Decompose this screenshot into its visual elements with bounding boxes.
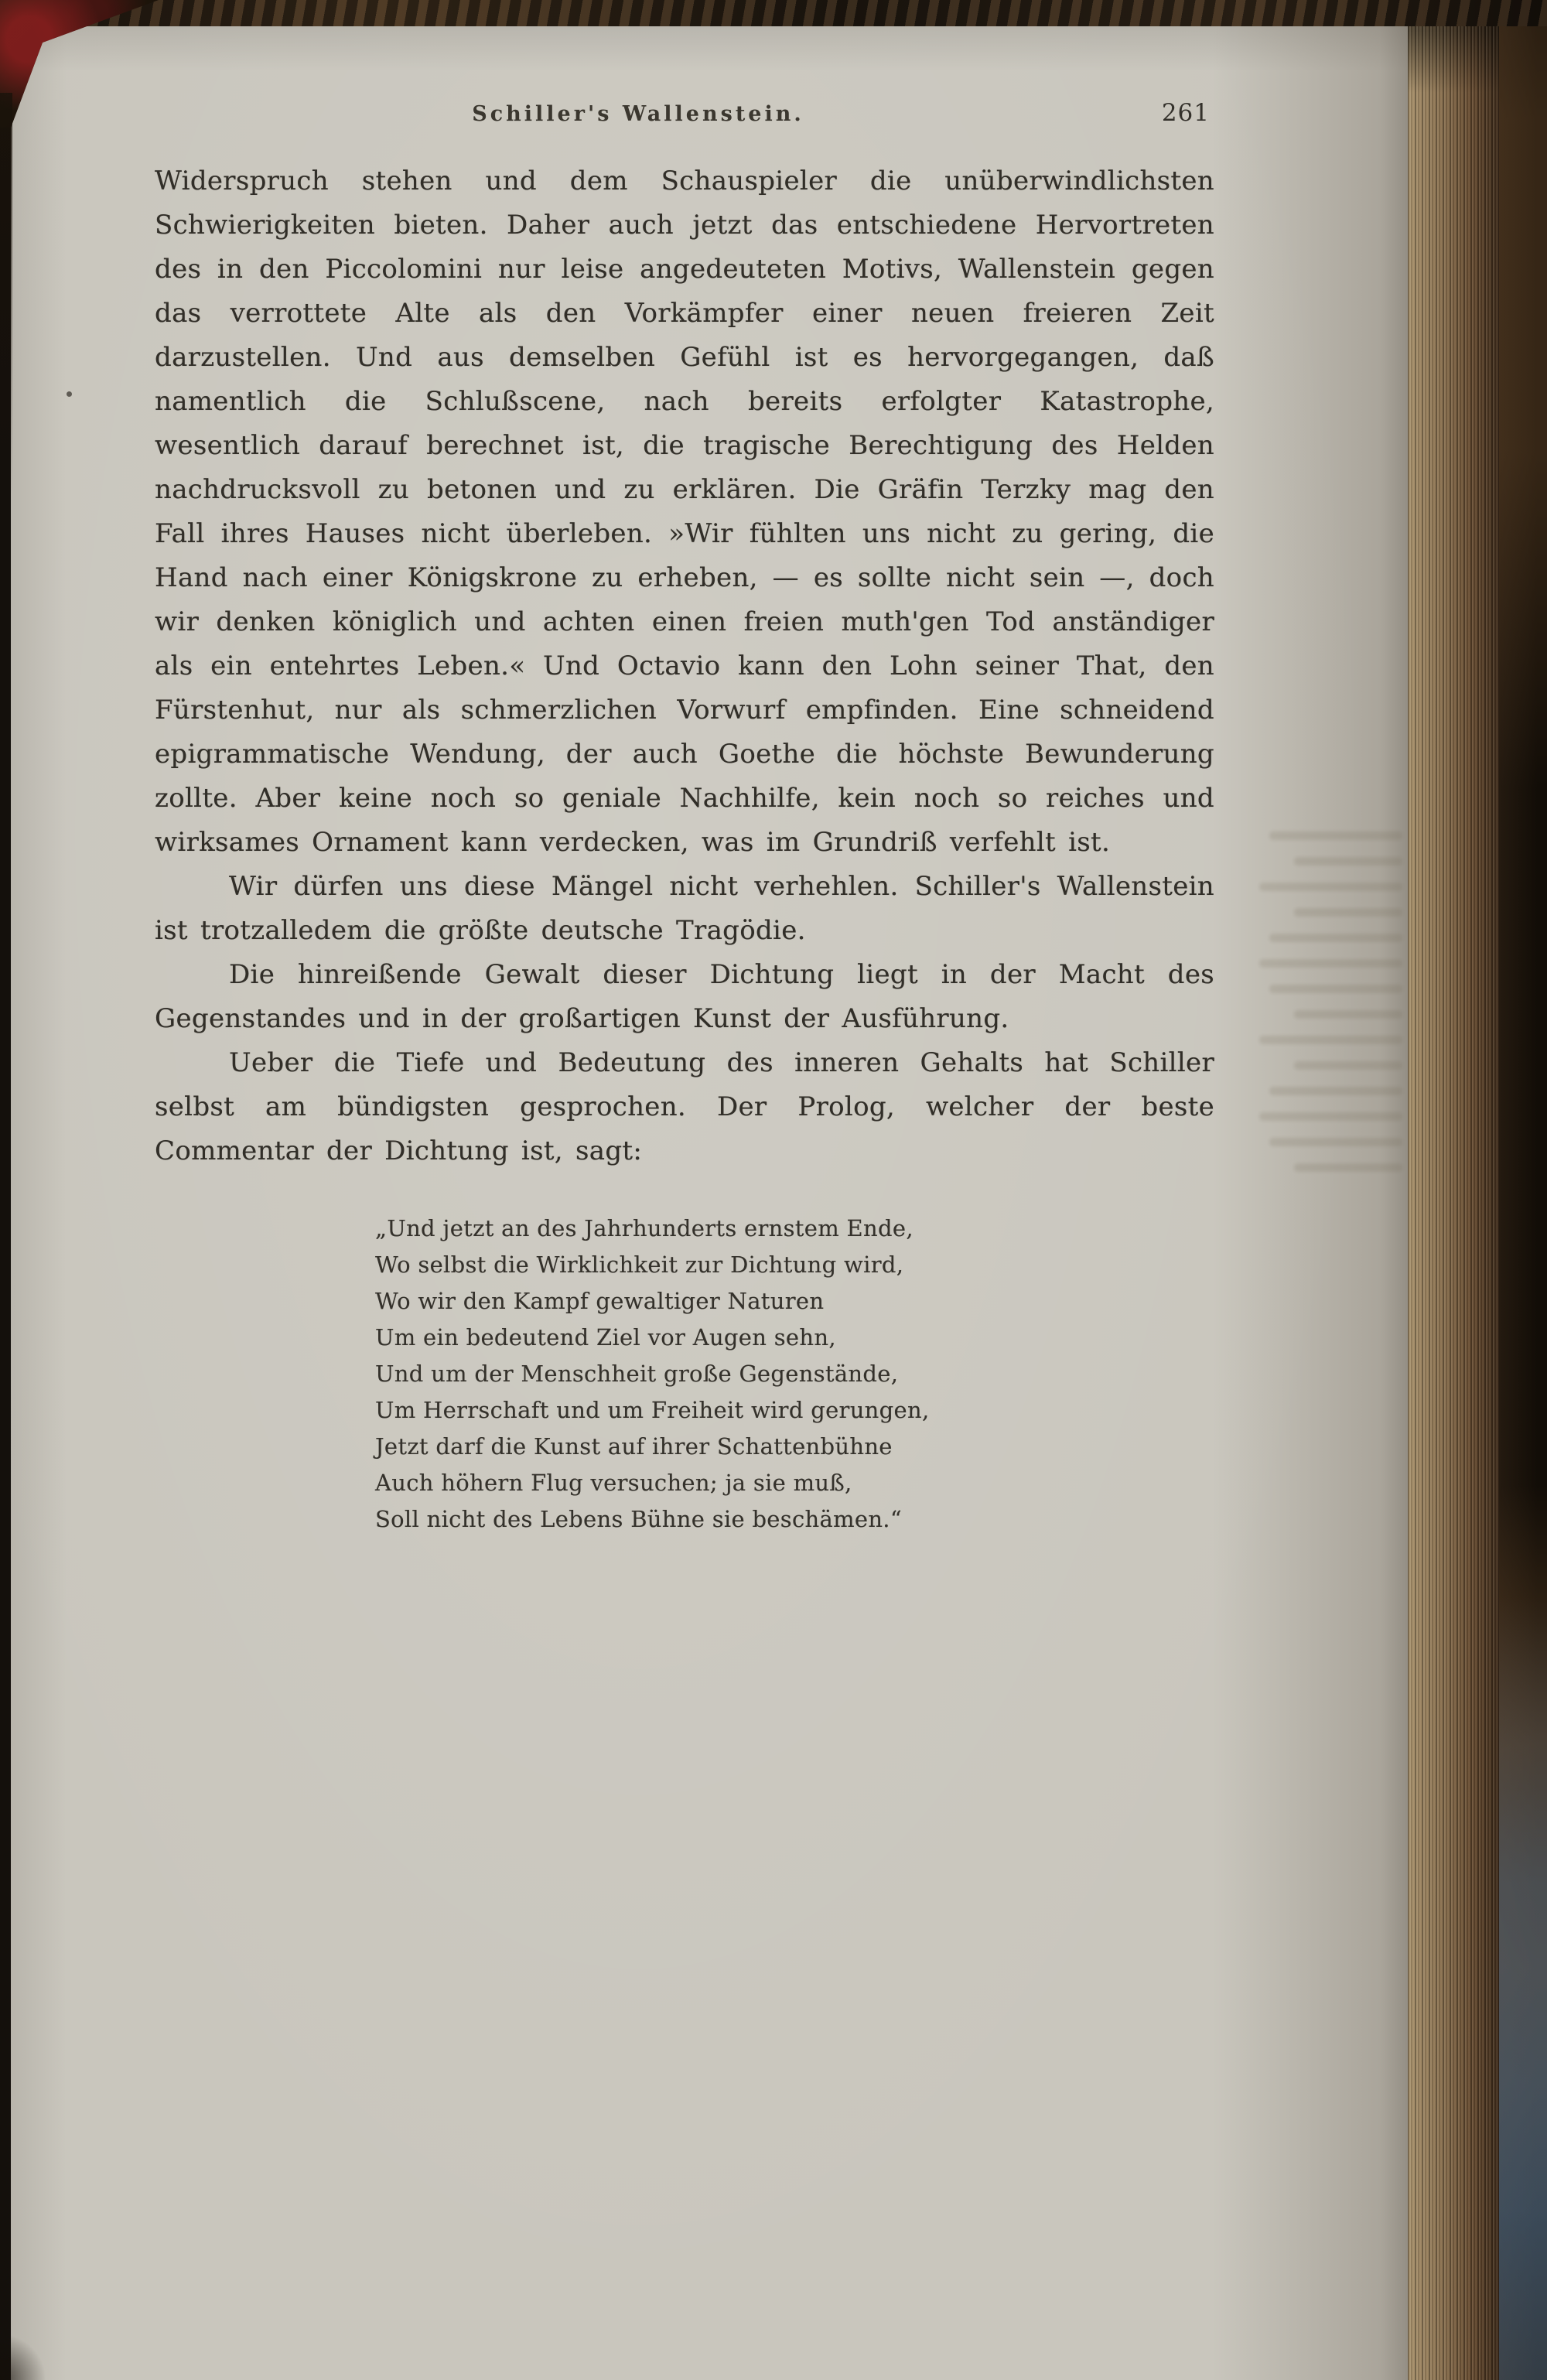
paragraph: Ueber die Tiefe und Bedeutung des inneren Gehalts hat Schiller selbst am bündigsten gesprochen. Der Prolog, welcher der beste Commentar der Dichtung ist, sagt: — [155, 1047, 1214, 1166]
verse-line: Wo selbst die Wirklichkeit zur Dichtung wird, — [375, 1251, 904, 1278]
paragraph: Widerspruch stehen und dem Schauspieler die unüberwindlichsten Schwierigkeiten bieten. Daher auch jetzt das entschiedene Hervortreten des in den Piccolomini nur leise angedeuteten Motivs, Wallenstein gegen das verrottete Alte als den Vorkämpfer einer neuen freieren Zeit darzustellen. Und aus demselben Gefühl ist es hervorgegangen, daß namentlich die Schlußscene, nach bereits erfolgter Katastrophe, wesentlich darauf berechnet ist, die tragische Berechtigung des Helden nachdrucksvoll zu betonen und zu erklären. Die Gräfin Terzky mag den Fall ihres Hauses nicht überleben. »Wir fühlten uns nicht zu gering, die Hand nach einer Königskrone zu erheben, — es sollte nicht sein —, doch wir denken königlich und achten einen freien muth'gen Tod anständiger als ein entehrtes Leben.« Und Octavio kann den Lohn seiner That, den Fürstenhut, nur als schmerzlichen Vorwurf empfinden. Eine schneidend epigrammatische Wendung, der auch Goethe die höchste Bewunderung zollte. Aber keine noch so geniale Nachhilfe, kein noch so reiches und wirksames Ornament kann verdecken, was im Grundriß verfehlt ist. — [155, 166, 1214, 858]
verse-line: „Und jetzt an des Jahrhunderts ernstem Ende, — [375, 1215, 914, 1241]
verse-line: Auch höhern Flug versuchen; ja sie muß, — [375, 1470, 852, 1496]
verso-show-through — [1252, 831, 1402, 1189]
book-edge-top — [0, 0, 1547, 26]
verse-block — [375, 1210, 1214, 1538]
book-page — [11, 0, 1408, 2380]
verse-line: Um ein bedeutend Ziel vor Augen sehn, — [375, 1324, 836, 1350]
page-content — [11, 0, 1408, 1538]
page-edges-right — [1408, 0, 1499, 2380]
verse-line: Wo wir den Kampf gewaltiger Naturen — [375, 1288, 825, 1314]
verse-line: Soll nicht des Lebens Bühne sie beschämen.“ — [375, 1506, 902, 1532]
verse-line: Um Herrschaft und um Freiheit wird gerungen, — [375, 1397, 930, 1423]
binding-edge-left — [0, 93, 12, 495]
verse-line: Und um der Menschheit große Gegenstände, — [375, 1361, 899, 1387]
ink-speck — [67, 391, 72, 397]
shadow-corner-bottom-left — [0, 2334, 46, 2380]
page-number: 261 — [1161, 99, 1210, 127]
verse-line: Jetzt darf die Kunst auf ihrer Schattenbühne — [375, 1433, 893, 1460]
body-text — [155, 159, 1214, 1538]
paragraph: Die hinreißende Gewalt dieser Dichtung liegt in der Macht des Gegenstandes und in der großartigen Kunst der Ausführung. — [155, 959, 1214, 1034]
paragraph: Wir dürfen uns diese Mängel nicht verhehlen. Schiller's Wallenstein ist trotzalledem die größte deutsche Tragödie. — [155, 871, 1214, 946]
book-cover-right — [1499, 0, 1547, 2380]
running-head — [155, 99, 1214, 138]
running-title: Schiller's Wallenstein. — [472, 102, 804, 126]
